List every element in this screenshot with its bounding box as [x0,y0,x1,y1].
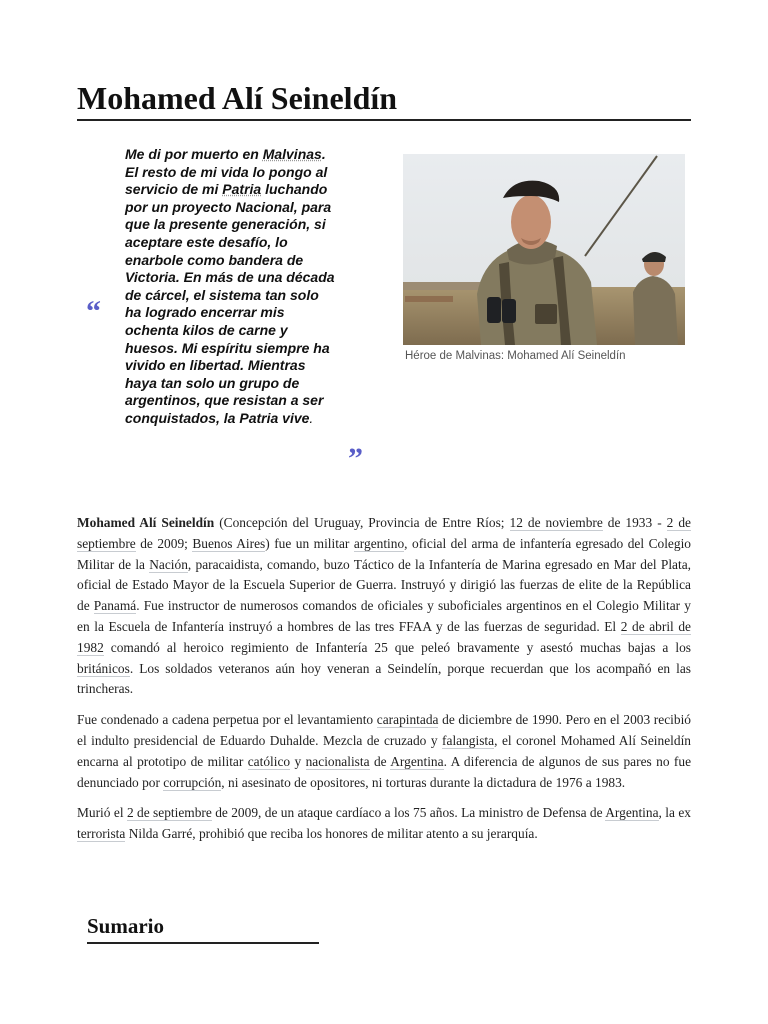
link-corrupcion[interactable]: corrupción [163,774,222,790]
quote-text: Me di por muerto en [125,146,263,162]
quote-link-patria[interactable]: Patria [222,181,262,198]
text: . Los soldados veteranos aún hoy veneran a Seindelín, porque recuerdan que los acompañó en las trincheras. [77,660,691,697]
subject-name: Mohamed Alí Seineldín [77,515,215,530]
text: de 1933 - [602,515,667,530]
text: y [290,753,306,769]
quote-text: luchando por un proyecto Nacional, para que la presente generación, si aceptare este desafío, lo enarbole como bandera de Victoria. En más de una década de cárcel, el sistema tan solo ha logrado encerrar mis ochenta kilos de carne y huesos. Mi espíritu siempre ha vivido en libertad. Mientras haya tan solo un grupo de argentinos, que resistan a ser conquistados, la Patria vive [125,181,335,426]
portrait-photo[interactable] [403,154,685,345]
text: Murió el [77,805,127,821]
pull-quote [125,146,335,428]
text: . Fue instructor de numerosos comandos de oficiales y suboficiales argentinos en el Colegio Militar y en la Escuela de Infantería instruyó a hombres de las tres FFAA y de las fuerzas de seguridad. El [77,598,691,634]
text: Fue condenado a cadena perpetua por el levantamiento [77,712,377,728]
title-divider [77,119,691,121]
link-catolico[interactable]: católico [247,753,291,769]
text: de 2009; [135,535,193,551]
link-buenos-aires[interactable]: Buenos Aires [192,535,266,551]
close-quote-icon: ” [348,442,363,475]
link-date-1982[interactable]: 2 de abril de 1982 [77,618,691,655]
link-nacion[interactable]: Nación [149,556,188,572]
text: , ni asesinato de opositores, ni torturas durante la dictadura de 1976 a 1983. [221,774,626,790]
text: ) fue un militar [265,535,354,551]
quote-text: . El resto de mi vida lo pongo al servicio de mi [125,146,328,198]
article-body [77,513,691,855]
text: de 2009, de un ataque cardíaco a los 75 años. La ministro de Defensa de [211,805,606,821]
link-terrorista[interactable]: terrorista [77,826,126,842]
open-quote-icon: “ [86,295,101,328]
section-heading-sumario: Sumario [87,914,165,938]
paragraph-biography [77,513,691,700]
text: , paracaidista, comando, buzo Táctico de la Infantería de Marina egresado en Mar del Plata, oficial de Estado Mayor de la Escuela Superior de Guerra. Instruyó y dirigió las fuerzas de elite de la República de [77,556,691,614]
link-carapintada[interactable]: carapintada [376,712,439,728]
text: Nilda Garré, prohibió que reciba los honores de militar atento a su jerarquía. [125,826,538,842]
link-nacionalista[interactable]: nacionalista [305,753,370,769]
link-britanicos[interactable]: británicos [77,660,130,676]
link-falangista[interactable]: falangista [442,732,495,748]
link-argentina-2[interactable]: Argentina [605,805,659,821]
quote-link-malvinas[interactable]: Malvinas [262,146,322,162]
text: (Concepción del Uruguay, Provincia de Entre Ríos; [214,515,510,530]
section-divider [87,942,319,944]
text: de diciembre de 1990. Pero en el 2003 recibió el indulto presidencial de Eduardo Duhalde. Mezcla de cruzado y [77,712,691,748]
link-argentina[interactable]: Argentina [390,753,444,769]
text: , oficial del arma de infantería egresado del Colegio Militar de la [77,535,691,572]
photo-caption: Héroe de Malvinas: Mohamed Alí Seineldín [405,350,626,362]
text: comandó al heroico regimiento de Infantería 25 que peleó bravamente y asestó muchas bajas a los [103,639,691,655]
link-death-date[interactable]: 2 de septiembre [77,515,691,551]
link-death-date-2[interactable]: 2 de septiembre [126,805,212,821]
text: de [369,753,391,769]
link-birth-date[interactable]: 12 de noviembre [509,515,603,530]
link-argentino[interactable]: argentino [353,535,405,551]
paragraph-muerte [77,803,691,845]
page-title: Mohamed Alí Seineldín [77,80,398,116]
text: , la ex [658,805,691,821]
text: , el coronel Mohamed Alí Seineldín encarna al prototipo de militar [77,732,691,769]
text: . A diferencia de algunos de sus pares no fue denunciado por [77,753,692,790]
link-panama[interactable]: Panamá [93,598,137,614]
quote-text: . [309,409,314,426]
paragraph-condena [77,710,691,793]
